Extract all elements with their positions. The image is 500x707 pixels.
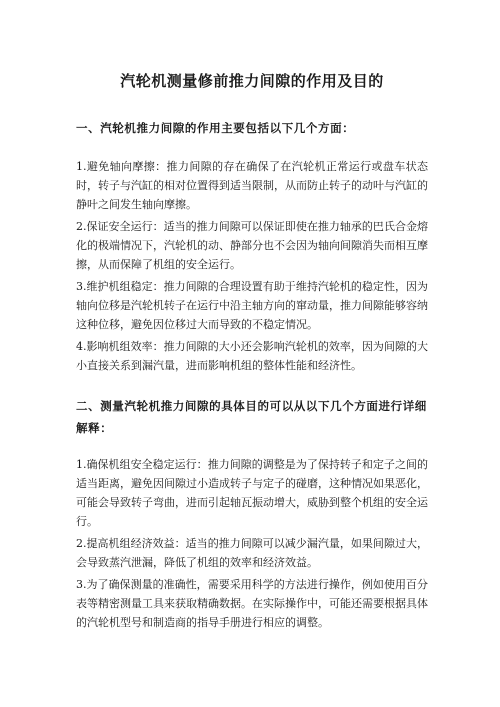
paragraph-economic-benefit: 2.提高机组经济效益：适当的推力间隙可以减少漏汽量，如果间隙过大，会导致蒸汽泄漏，降低了机组的效率和经济效益。 bbox=[76, 537, 428, 569]
paragraph-avoid-axial-friction: 1.避免轴向摩擦：推力间隙的存在确保了在汽轮机正常运行或盘车状态时，转子与汽缸的相对位置得到适当限制，从而防止转子的动叶与汽缸的静叶之间发生轴向摩擦。 bbox=[76, 160, 428, 211]
section-heading: 一、汽轮机推力间隙的作用主要包括以下几个方面： bbox=[76, 121, 355, 135]
paragraph-unit-stability: 3.维护机组稳定：推力间隙的合理设置有助于维持汽轮机的稳定性，因为轴向位移是汽轮机转子在运行中沿主轴方向的窜动量，推力间隙能够容纳这种位移，避免因位移过大而导致的不稳定情况。 bbox=[76, 280, 428, 331]
section-purposes bbox=[76, 395, 428, 632]
paragraph-unit-efficiency: 4.影响机组效率：推力间隙的大小还会影响汽轮机的效率，因为间隙的大小直接关系到漏汽量，进而影响机组的整体性能和经济性。 bbox=[76, 340, 428, 372]
paragraph-safe-stable-operation: 1.确保机组安全稳定运行：推力间隙的调整是为了保持转子和定子之间的适当距离，避免因间隙过小造成转子与定子的碰磨，这种情况如果恶化，可能会导致转子弯曲，进而引起轴瓦振动增大，威胁到整个机组的安全运行。 bbox=[76, 458, 428, 528]
section-functions bbox=[76, 117, 428, 375]
paragraph-measurement-accuracy: 3.为了确保测量的准确性，需要采用科学的方法进行操作，例如使用百分表等精密测量工具来获取精确数据。在实际操作中，可能还需要根据具体的汽轮机型号和制造商的指导手册进行相应的调整。 bbox=[76, 578, 428, 629]
paragraph-safe-operation: 2.保证安全运行：适当的推力间隙可以保证即使在推力轴承的巴氏合金熔化的极端情况下，汽轮机的动、静部分也不会因为轴向间隙消失而相互摩擦，从而保障了机组的安全运行。 bbox=[76, 220, 428, 271]
section-heading: 二、测量汽轮机推力间隙的具体目的可以从以下几个方面进行详细解释： bbox=[76, 399, 427, 435]
document-title: 汽轮机测量修前推力间隙的作用及目的 bbox=[120, 72, 384, 90]
